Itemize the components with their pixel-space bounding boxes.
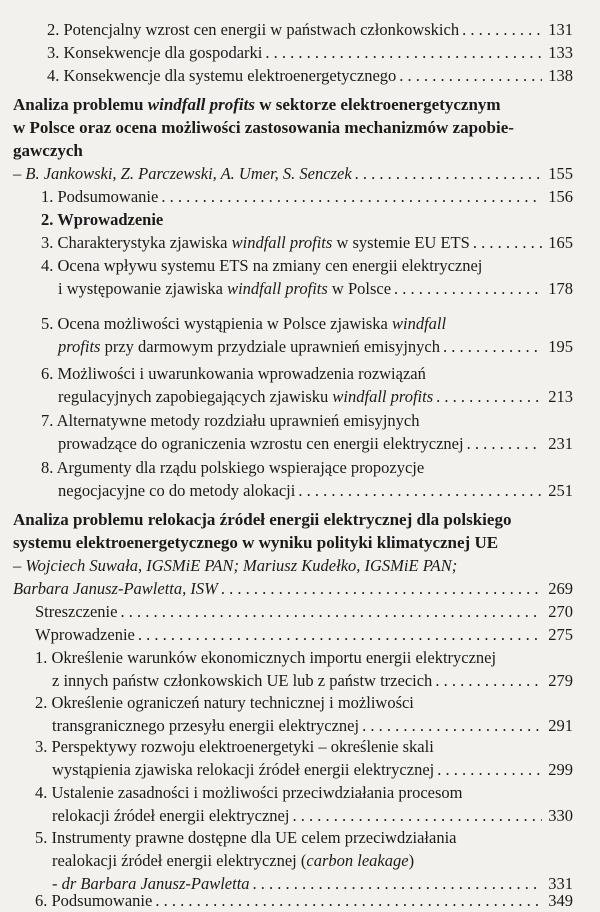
leader-dots: [355, 162, 542, 185]
entry-title: Streszczenie: [35, 602, 118, 621]
leader-dots: [265, 41, 542, 64]
entry-title: wystąpienia zjawiska relokacji źródeł energii elektrycznej: [52, 760, 435, 779]
page-number: 270: [548, 602, 573, 621]
entry-author: - dr Barbara Janusz-Pawletta: [52, 874, 250, 893]
leader-dots: [437, 758, 542, 781]
entry-title: 1. Określenie warunków ekonomicznych importu energii elektrycznej: [35, 648, 497, 667]
page-number: 138: [548, 66, 573, 85]
page-number: 251: [548, 481, 573, 500]
page-number: 133: [548, 43, 573, 62]
toc-entry-231[interactable]: [13, 409, 573, 455]
page-number: 269: [548, 579, 573, 598]
toc-entry-156[interactable]: [13, 185, 573, 208]
page-number: 155: [548, 164, 573, 183]
authors: – B. Jankowski, Z. Parczewski, A. Umer, S. Senczek: [13, 164, 352, 183]
leader-dots: [120, 600, 542, 623]
entry-title: 2. Określenie ograniczeń natury technicznej i możliwości: [35, 693, 414, 712]
entry-title: z innych państw członkowskich UE lub z państw trzecich: [52, 671, 433, 690]
toc-entry-291[interactable]: [13, 691, 573, 737]
leader-dots: [443, 335, 542, 358]
entry-title: 3. Konsekwencje dla gospodarki: [47, 43, 263, 62]
heading-italic: windfall profits: [147, 95, 255, 114]
toc-entry-330[interactable]: [13, 781, 573, 827]
page-number: 231: [548, 434, 573, 453]
toc-entry-331[interactable]: [13, 826, 573, 895]
toc-entry-275[interactable]: [13, 623, 573, 646]
leader-dots: [161, 185, 542, 208]
toc-entry-165[interactable]: [13, 231, 573, 254]
entry-title: 4. Ocena wpływu systemu ETS na zmiany cen energii elektrycznej: [41, 256, 483, 275]
toc-entry-133[interactable]: [13, 41, 573, 64]
section-authors-relokacja[interactable]: [13, 554, 573, 600]
heading-text: systemu elektroenergetycznego w wyniku polityki klimatycznej UE: [13, 533, 499, 552]
entry-title: relokacji źródeł energii elektrycznej: [52, 806, 290, 825]
authors: – Wojciech Suwała, IGSMiE PAN; Mariusz Kudełko, IGSMiE PAN;: [13, 556, 458, 575]
entry-title: 2. Potencjalny wzrost cen energii w państwach członkowskich: [47, 20, 460, 39]
leader-dots: [362, 714, 542, 737]
page-number: 165: [548, 233, 573, 252]
leader-dots: [155, 889, 542, 912]
entry-title: 4. Ustalenie zasadności i możliwości przeciwdziałania procesom: [35, 783, 463, 802]
leader-dots: [436, 385, 542, 408]
toc-entry-138[interactable]: [13, 64, 573, 87]
entry-title: 3. Charakterystyka zjawiska windfall profits w systemie EU ETS: [41, 233, 470, 252]
entry-title: Wprowadzenie: [35, 625, 135, 644]
entry-title: profits przy darmowym przydziale uprawnień emisyjnych: [58, 337, 440, 356]
toc-entry-299[interactable]: [13, 735, 573, 781]
section-heading-relokacja: [13, 508, 573, 554]
leader-dots: [473, 231, 542, 254]
entry-title: 4. Konsekwencje dla systemu elektroenergetycznego: [47, 66, 397, 85]
page-number: 330: [548, 806, 573, 825]
entry-title: transgranicznego przesyłu energii elektrycznej: [52, 716, 360, 735]
leader-dots: [298, 479, 542, 502]
leader-dots: [467, 432, 542, 455]
page-number: 195: [548, 337, 573, 356]
page-number: 131: [548, 20, 573, 39]
toc-entry-349[interactable]: [13, 889, 573, 912]
leader-dots: [292, 804, 542, 827]
toc-entry-178[interactable]: [13, 254, 573, 300]
entry-title: 2. Wprowadzenie: [41, 210, 164, 229]
toc-entry-131[interactable]: [13, 18, 573, 41]
toc-entry-213[interactable]: [13, 362, 573, 408]
toc-entry-270[interactable]: [13, 600, 573, 623]
page-number: 299: [548, 760, 573, 779]
entry-title: prowadzące do ograniczenia wzrostu cen energii elektrycznej: [58, 434, 464, 453]
section-heading-windfall: [13, 93, 573, 162]
page-number: 331: [548, 874, 573, 893]
section-authors-windfall[interactable]: [13, 162, 573, 185]
page-number: 275: [548, 625, 573, 644]
leader-dots: [399, 64, 542, 87]
heading-text: Analiza problemu relokacja źródeł energii elektrycznej dla polskiego: [13, 510, 512, 529]
leader-dots: [462, 18, 542, 41]
heading-text: w sektorze elektroenergetycznym: [254, 95, 501, 114]
entry-title: 6. Możliwości i uwarunkowania wprowadzenia rozwiązań: [41, 364, 426, 383]
toc-entry-wprowadzenie[interactable]: [13, 208, 573, 231]
toc-entry-195[interactable]: [13, 312, 573, 358]
toc-entry-251[interactable]: [13, 456, 573, 502]
authors: Barbara Janusz-Pawletta, ISW: [13, 579, 218, 598]
heading-text: gawczych: [13, 141, 83, 160]
entry-title: 5. Ocena możliwości wystąpienia w Polsce zjawiska windfall: [41, 314, 447, 333]
page-number: 279: [548, 671, 573, 690]
entry-title: 8. Argumenty dla rządu polskiego wspierające propozycje: [41, 458, 425, 477]
entry-title: i występowanie zjawiska windfall profits w Polsce: [58, 279, 392, 298]
entry-title: 3. Perspektywy rozwoju elektroenergetyki – określenie skali: [35, 737, 434, 756]
leader-dots: [435, 669, 542, 692]
entry-title: 6. Podsumowanie: [35, 891, 153, 910]
page-number: 178: [548, 279, 573, 298]
leader-dots: [221, 577, 542, 600]
page-number: 291: [548, 716, 573, 735]
leader-dots: [138, 623, 542, 646]
page-number: 349: [548, 891, 573, 910]
page-number: 213: [548, 387, 573, 406]
heading-text: w Polsce oraz ocena możliwości zastosowania mechanizmów zapobie-: [13, 118, 514, 137]
heading-text: Analiza problemu: [13, 95, 148, 114]
toc-entry-279[interactable]: [13, 646, 573, 692]
entry-title: 1. Podsumowanie: [41, 187, 159, 206]
entry-title: negocjacyjne co do metody alokacji: [58, 481, 296, 500]
page-number: 156: [548, 187, 573, 206]
leader-dots: [394, 277, 542, 300]
entry-title: realokacji źródeł energii elektrycznej (carbon leakage): [52, 851, 415, 870]
entry-title: 7. Alternatywne metody rozdziału uprawnień emisyjnych: [41, 411, 420, 430]
entry-title: 5. Instrumenty prawne dostępne dla UE celem przeciwdziałania: [35, 828, 457, 847]
entry-title: regulacyjnych zapobiegających zjawisku windfall profits: [58, 387, 434, 406]
